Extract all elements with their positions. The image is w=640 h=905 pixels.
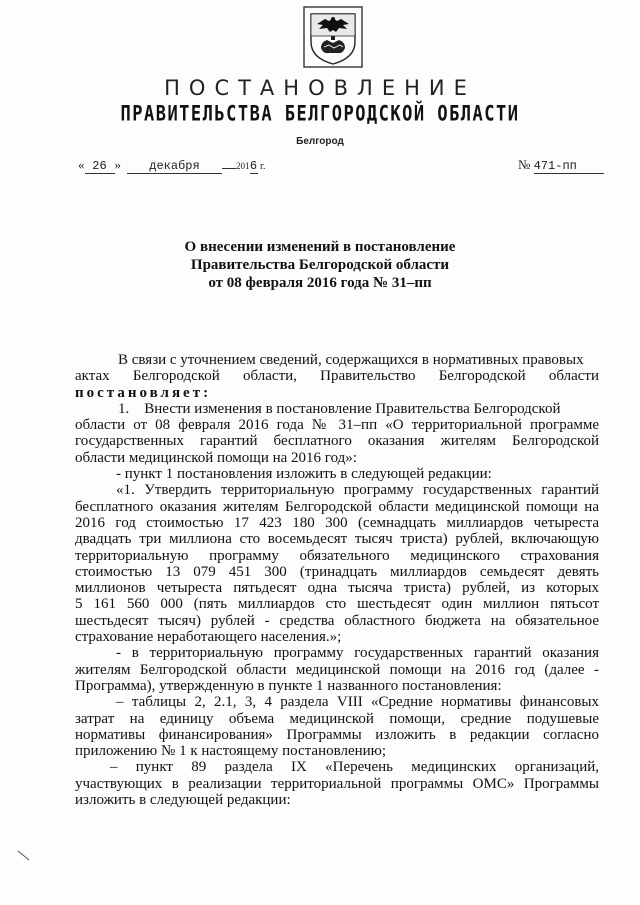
body-line-15: миллионов четыреста пятьдесят одна тысяча триста) рублей, из которых — [75, 580, 599, 597]
body-line-8: - пункт 1 постановления изложить в следующей редакции: — [116, 466, 492, 483]
body-line-13: территориальную программу обязательного медицинского страхования — [75, 547, 599, 564]
date-day: 26 — [85, 160, 115, 174]
body-line-3: постановляет: — [75, 384, 212, 401]
date-month: декабря — [127, 160, 222, 174]
date-open-quote: « — [78, 157, 85, 172]
body-line-9: «1. Утвердить территориальную программу государственных гарантий — [116, 482, 599, 499]
body-line-26: – пункт 89 раздела IX «Перечень медицинских организаций, — [110, 759, 599, 776]
number-sign: № — [518, 157, 531, 172]
body-line-7: области медицинской помощи на 2016 год»: — [75, 449, 357, 466]
document-number — [518, 157, 604, 174]
title-line-1: О внесении изменений в постановление — [184, 239, 456, 255]
body-line-19: - в территориальную программу государственных гарантий оказания — [116, 645, 599, 662]
date-year-prefix: 201 — [236, 161, 250, 171]
body-line-14: стоимостью 13 079 451 300 (тринадцать миллиардов семьдесят девять — [75, 563, 599, 580]
document-date — [78, 157, 265, 174]
date-year-suffix: г. — [257, 161, 266, 172]
body-line-4: 1. Внести изменения в постановление Правительства Белгородской — [118, 400, 561, 417]
date-close-quote: » — [114, 157, 121, 172]
issue-city: Белгород — [296, 136, 344, 147]
body-line-27: участвующих в реализации территориальной программы ОМС» Программы — [75, 775, 599, 792]
body-line-23: затрат на единицу объема медицинской помощи, средние подушевые — [75, 710, 599, 727]
body-line-11: 2016 год стоимостью 17 423 180 300 (семнадцать миллиардов четыреста — [75, 514, 599, 531]
body-line-25: приложению № 1 к настоящему постановлению; — [75, 743, 387, 760]
body-line-1: В связи с уточнением сведений, содержащихся в нормативных правовых — [118, 352, 584, 368]
margin-pen-mark — [17, 850, 31, 862]
body-line-21: Программа), утвержденную в пункте 1 названного постановления: — [75, 677, 502, 694]
issuing-authority: ПРАВИТЕЛЬСТВА БЕЛГОРОДСКОЙ ОБЛАСТИ — [120, 101, 520, 127]
date-year-digit: 6 — [249, 159, 258, 173]
body-line-12: двадцать три миллиона сто восемьдесят тысяч триста) рублей, включающую — [75, 531, 599, 548]
body-line-17: шестьдесят тысяч) рублей - средства областного бюджета на обязательное — [75, 612, 599, 629]
body-line-20: жителям Белгородской области медицинской помощи на 2016 год (далее - — [75, 661, 599, 678]
body-line-6: государственных гарантий бесплатного оказания жителям Белгородской — [75, 433, 599, 450]
body-line-10: бесплатного оказания жителям Белгородской области медицинской помощи на — [75, 498, 599, 515]
body-line-5: области от 08 февраля 2016 года № 31–пп «О территориальной программе — [75, 417, 599, 434]
body-line-2: актах Белгородской области, Правительство Белгородской области — [75, 368, 599, 385]
title-line-3: от 08 февраля 2016 года № 31–пп — [208, 275, 432, 291]
body-line-28: изложить в следующей редакции: — [75, 792, 291, 809]
body-line-24: нормативы финансирования» Программы изложить в редакции согласно — [75, 726, 599, 743]
number-value: 471-пп — [534, 160, 604, 174]
body-line-18: страхование неработающего населения.»; — [75, 629, 342, 646]
document-body — [75, 352, 599, 808]
title-line-2: Правительства Белгородской области — [190, 257, 450, 273]
coat-of-arms-emblem — [303, 6, 363, 68]
body-line-22: – таблицы 2, 2.1, 3, 4 раздела VIII «Средние нормативы финансовых — [116, 694, 599, 711]
document-title — [0, 238, 640, 292]
body-line-16: 5 161 560 000 (пять миллиардов сто шестьдесят один миллион пятьсот — [75, 596, 599, 613]
document-type: ПОСТАНОВЛЕНИЕ — [164, 76, 476, 100]
